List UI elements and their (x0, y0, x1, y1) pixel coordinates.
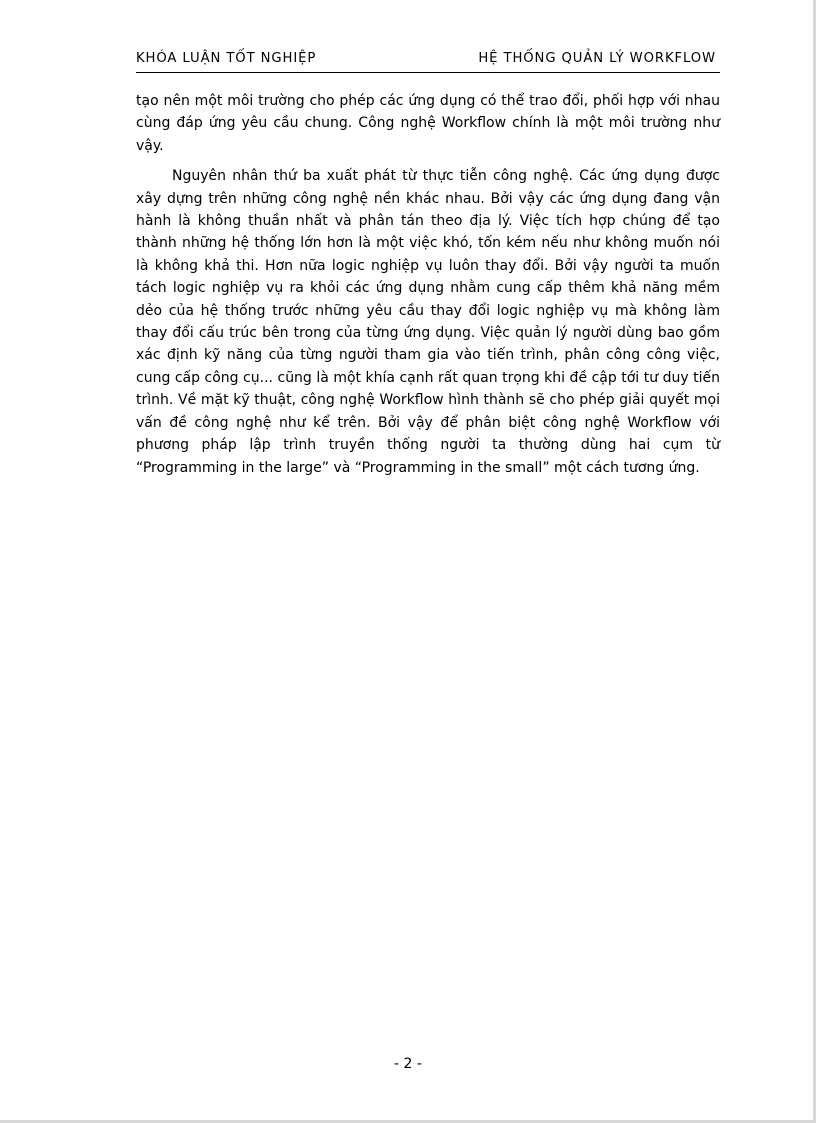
page-number: - 2 - (394, 1056, 422, 1072)
header-document-subject: HỆ THỐNG QUẢN LÝ WORKFLOW (478, 51, 716, 66)
page-header (136, 48, 720, 73)
body-text (136, 90, 720, 479)
paragraph-continuation: tạo nên một môi trường cho phép các ứng dụng có thể trao đổi, phối hợp với nhau cùng đáp ứng yêu cầu chung. Công nghệ Workflow chính là một môi trường như vậy. (136, 93, 720, 154)
paragraph-third-reason: Nguyên nhân thứ ba xuất phát từ thực tiễn công nghệ. Các ứng dụng được xây dựng trên những công nghệ nền khác nhau. Bởi vậy các ứng dụng đang vận hành là không thuần nhất và phân tán theo địa lý. Việc tích hợp chúng để tạo thành những hệ thống lớn hơn là một việc khó, tốn kém nếu như không muốn nói là không khả thi. Hơn nữa logic nghiệp vụ luôn thay đổi. Bởi vậy người ta muốn tách logic nghiệp vụ ra khỏi các ứng dụng nhằm cung cấp thêm khả năng mềm dẻo của hệ thống trước những yêu cầu thay đổi logic nghiệp vụ mà không làm thay đổi cấu trúc bên trong của từng ứng dụng. Việc quản lý người dùng bao gồm xác định kỹ năng của từng người tham gia vào tiến trình, phân công công việc, cung cấp công cụ... cũng là một khía cạnh rất quan trọng khi đề cập tới tư duy tiến trình. Về mặt kỹ thuật, công nghệ Workflow hình thành sẽ cho phép giải quyết mọi vấn đề công nghệ như kể trên. Bởi vậy để phân biệt công nghệ Workflow với phương pháp lập trình truyền thống người ta thường dùng hai cụm từ “Programming in the large” và “Programming in the small” một cách tương ứng. (136, 168, 720, 476)
header-thesis-title: KHÓA LUẬN TỐT NGHIỆP (136, 51, 317, 66)
